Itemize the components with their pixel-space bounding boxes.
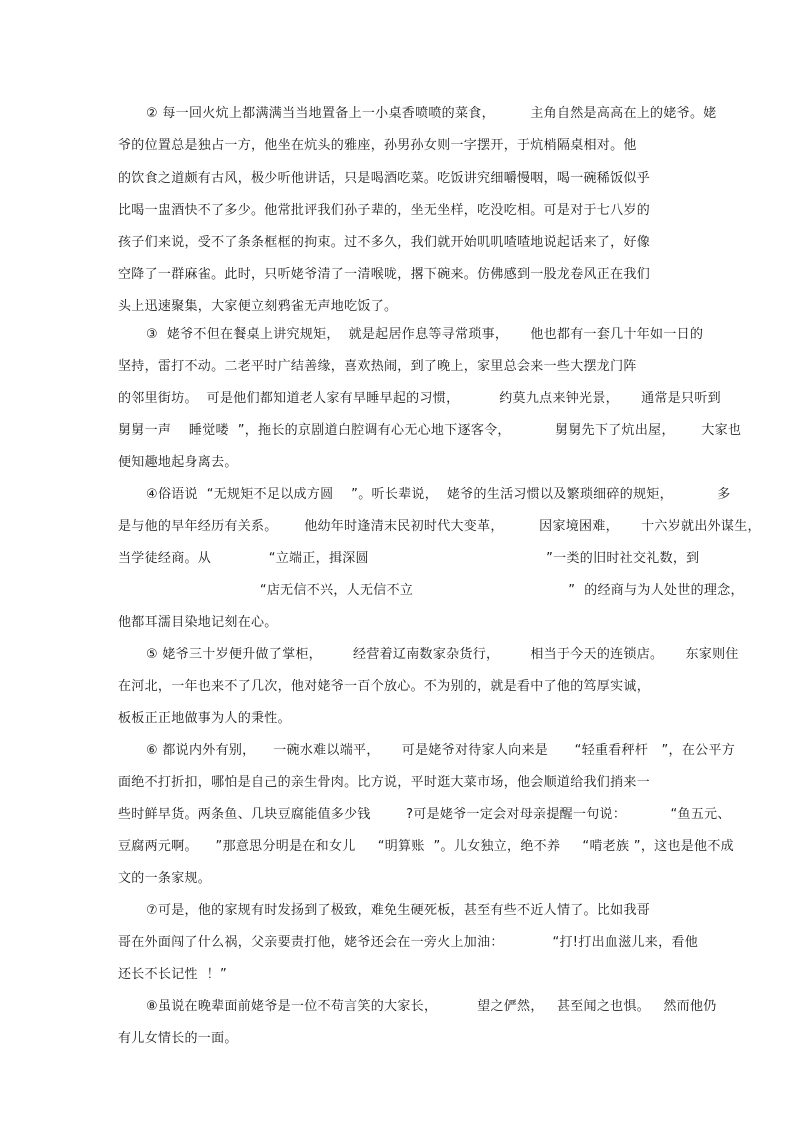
paragraph-line: 还长不长记性 ！” (118, 967, 227, 982)
paragraph-line: ⑧虽说在晚辈面前姥爷是一位不苟言笑的大家长， 望之俨然， 甚至闻之也惧。 然而他仍 (146, 999, 717, 1014)
paragraph-line: 空降了一群麻雀。此时，只听姥爷清了一清喉咙，撂下碗来。仿佛感到一股龙卷风正在我们 (118, 267, 651, 282)
paragraph-line: 是与他的早年经历有关系。 他幼年时逢清末民初时代大变革， 因家境困难， 十六岁就出外谋生， (118, 519, 761, 534)
paragraph-line: 板板正正地做事为人的秉性。 (118, 711, 291, 726)
paragraph-line: ⑦可是，他的家规有时发扬到了极致，难免生硬死板，甚至有些不近人情了。比如我哥 (146, 903, 651, 918)
paragraph-line: 孩子们来说，受不了条条框框的拘束。过不多久，我们就开始叽叽喳喳地说起话来了，好像 (118, 235, 651, 250)
paragraph-line: 的饮食之道颇有古风，极少听他讲话，只是喝酒吃菜。吃饭讲究细嚼慢咽，喝一碗稀饭似乎 (118, 171, 651, 186)
paragraph-line: 的邻里街坊。 可是他们都知道老人家有早睡早起的习惯， 约莫九点来钟光景， 通常是只听到 (118, 391, 721, 406)
paragraph-line: 头上迅速聚集，大家便立刻鸦雀无声地吃饭了。 (118, 299, 398, 314)
paragraph-line: “店无信不兴，人无信不立 ” 的经商与为人处世的理念， (118, 583, 744, 598)
paragraph-line: ③ 姥爷不但在餐桌上讲究规矩， 就是起居作息等寻常琐事， 他也都有一套几十年如一日的 (146, 327, 704, 342)
paragraph-line: 舅舅一声 睡觉喽 ”，拖长的京剧道白腔调有心无心地下逐客令， 舅舅先下了炕出屋， 大家也 (118, 423, 742, 438)
paragraph-line: 在河北，一年也来不了几次，他对姥爷一百个放心。不为别的，就是看中了他的笃厚实诚， (118, 679, 651, 694)
paragraph-line: ⑥ 都说内外有别， 一碗水难以端平， 可是姥爷对待家人向来是 “轻重看秤杆 ”，在公平方 (146, 743, 736, 758)
paragraph-line: 文的一条家规。 (118, 871, 212, 886)
paragraph-line: 些时鲜早货。两条鱼、几块豆腐能值多少钱 ?可是姥爷一定会对母亲提醒一句说： “鱼五元、 (118, 807, 731, 822)
paragraph-line: 他都耳濡目染地记刻在心。 (118, 615, 278, 630)
paragraph-line: 面绝不打折扣，哪怕是自己的亲生骨肉。比方说，平时逛大菜市场，他会顺道给我们捎来一 (118, 775, 651, 790)
paragraph-line: ④俗语说 “无规矩不足以成方圆 ”。听长辈说， 姥爷的生活习惯以及繁琐细碎的规矩， 多 (146, 487, 731, 502)
paragraph-line: 爷的位置总是独占一方，他坐在炕头的雅座，孙男孙女则一字摆开，于炕梢隔桌相对。他 (118, 138, 637, 153)
paragraph-line: 当学徒经商。从 “立端正，揖深圆 ”一类的旧时社交礼数，到 (118, 551, 700, 566)
paragraph-line: 比喝一盅酒快不了多少。他常批评我们孙子辈的，坐无坐样，吃没吃相。可是对于七八岁的 (118, 203, 651, 218)
paragraph-line: 有儿女情长的一面。 (118, 1031, 238, 1046)
paragraph-line: 哥在外面闯了什么祸，父亲要责打他，姥爷还会在一旁火上加油： “打!打出血滋儿来，看他 (118, 935, 699, 950)
paragraph-line: 豆腐两元啊。 ”那意思分明是在和女儿 “明算账 ”。儿女独立，绝不养 “啃老族 ”，这也是他不成 (118, 839, 734, 854)
paragraph-line: ⑤ 姥爷三十岁便升做了掌柜， 经营着辽南数家杂货行， 相当于今天的连锁店。 东家则住 (146, 647, 739, 662)
paragraph-line: 便知趣地起身离去。 (118, 455, 238, 470)
paragraph-line: ② 每一回火炕上都满满当当地置备上一小桌香喷喷的菜食， 主角自然是高高在上的姥爷。姥 (146, 106, 717, 121)
paragraph-line: 坚持，雷打不动。二老平时广结善缘，喜欢热闹，到了晚上，家里总会来一些大摆龙门阵 (118, 359, 637, 374)
